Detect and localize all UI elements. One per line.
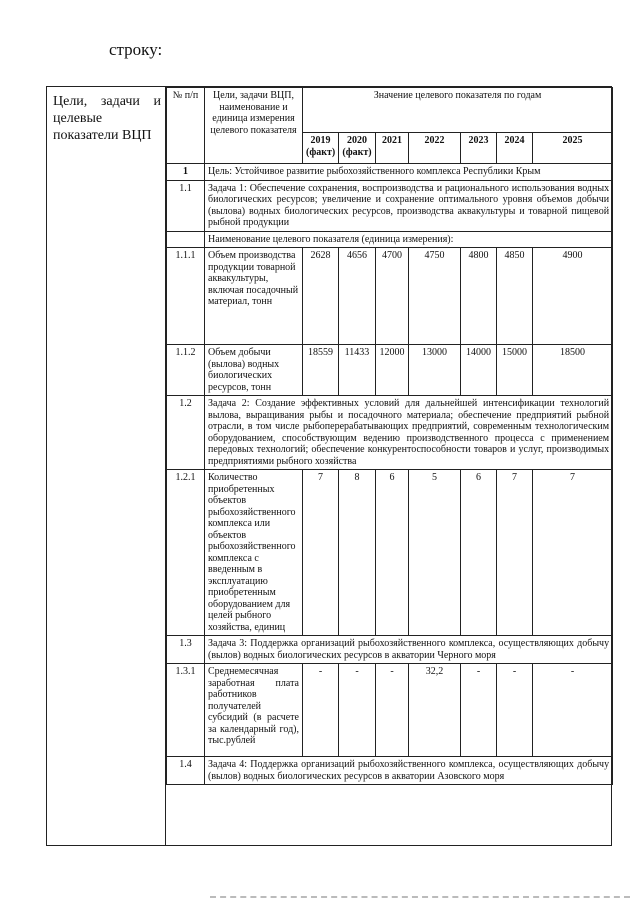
header-name: Цели, задачи ВЦП, наименование и единица измерения целевого показателя xyxy=(205,88,303,164)
header-num: № п/п xyxy=(167,88,205,164)
task1-num: 1.1 xyxy=(167,180,205,231)
ind111-name: Объем производства продукции товарной аквакультуры, включая посадочный материал, тонн xyxy=(205,248,303,345)
ind131-v2019: - xyxy=(303,664,339,757)
year-2022: 2022 xyxy=(409,133,461,164)
document-table xyxy=(46,86,612,846)
ind111-v2022: 4750 xyxy=(409,248,461,345)
intro-text: строку: xyxy=(109,40,163,59)
table-row xyxy=(167,664,613,757)
header-row xyxy=(167,88,613,133)
ind131-v2022: 32,2 xyxy=(409,664,461,757)
year-2024: 2024 xyxy=(497,133,533,164)
ind111-v2020: 4656 xyxy=(339,248,376,345)
task-row xyxy=(167,396,613,470)
ind131-num: 1.3.1 xyxy=(167,664,205,757)
ind112-num: 1.1.2 xyxy=(167,345,205,396)
ind121-v2021: 6 xyxy=(376,470,409,636)
task2-text: Задача 2: Создание эффективных условий для дальнейшей интенсификации технологий вылова, выращивания рыбы и посадочного материала; обеспечение предприятий рыбной отрасли, в том числе рыбоперерабатывающих предприятий, современным технологическим оборудованием, способствующим ведению производственного процесса с применением передовых технологий; обеспечение конкурентоспособности товаров и услуг, производимых предприятиями рыбного хозяйства xyxy=(205,396,613,470)
table-row xyxy=(167,345,613,396)
goal-text: Цель: Устойчивое развитие рыбохозяйственного комплекса Республики Крым xyxy=(205,164,613,181)
task3-num: 1.3 xyxy=(167,636,205,664)
task-row xyxy=(167,757,613,785)
ind111-v2019: 2628 xyxy=(303,248,339,345)
ind121-v2023: 6 xyxy=(461,470,497,636)
ind112-v2019: 18559 xyxy=(303,345,339,396)
ind121-v2022: 5 xyxy=(409,470,461,636)
task-row xyxy=(167,636,613,664)
year-2023: 2023 xyxy=(461,133,497,164)
goal-row xyxy=(167,164,613,181)
ind112-name: Объем добычи (вылова) водных биологических ресурсов, тонн xyxy=(205,345,303,396)
side-label: Цели, задачи и целевые показатели ВЦП xyxy=(53,94,161,143)
ind111-v2023: 4800 xyxy=(461,248,497,345)
task1-text: Задача 1: Обеспечение сохранения, воспроизводства и рационального использования водных биологических ресурсов; увеличение и сохранение оптимального уровня объемов добычи (вылова) водных биологических ресурсов, производства аквакультуры и товарной пищевой рыбной продукции xyxy=(205,180,613,231)
task3-text: Задача 3: Поддержка организаций рыбохозяйственного комплекса, осуществляющих добычу (вылов) водных биологических ресурсов в акватории Черного моря xyxy=(205,636,613,664)
ind112-v2025: 18500 xyxy=(533,345,613,396)
ind131-v2025: - xyxy=(533,664,613,757)
indicator-heading: Наименование целевого показателя (единица измерения): xyxy=(205,231,613,248)
task4-num: 1.4 xyxy=(167,757,205,785)
page-edge-artifact xyxy=(210,896,630,902)
ind111-v2024: 4850 xyxy=(497,248,533,345)
indicators-table xyxy=(166,87,613,785)
ind111-num: 1.1.1 xyxy=(167,248,205,345)
ind112-v2020: 11433 xyxy=(339,345,376,396)
ind121-v2020: 8 xyxy=(339,470,376,636)
ind121-v2019: 7 xyxy=(303,470,339,636)
ind131-v2020: - xyxy=(339,664,376,757)
indicator-heading-row xyxy=(167,231,613,248)
ind121-v2024: 7 xyxy=(497,470,533,636)
ind131-v2023: - xyxy=(461,664,497,757)
ind111-v2021: 4700 xyxy=(376,248,409,345)
task-row xyxy=(167,180,613,231)
ind131-v2021: - xyxy=(376,664,409,757)
table-row xyxy=(167,470,613,636)
ind112-v2023: 14000 xyxy=(461,345,497,396)
year-2020: 2020 (факт) xyxy=(339,133,376,164)
year-2025: 2025 xyxy=(533,133,613,164)
goal-num: 1 xyxy=(167,164,205,181)
task4-text: Задача 4: Поддержка организаций рыбохозяйственного комплекса, осуществляющих добычу (вылов) водных биологических ресурсов в акватории Азовского моря xyxy=(205,757,613,785)
ind121-num: 1.2.1 xyxy=(167,470,205,636)
task2-num: 1.2 xyxy=(167,396,205,470)
ind112-v2024: 15000 xyxy=(497,345,533,396)
header-group: Значение целевого показателя по годам xyxy=(303,88,613,133)
ind121-name: Количество приобретенных объектов рыбохозяйственного комплекса или объектов рыбохозяйственного комплекса с введенным в эксплуатацию приобретенным оборудованием для целей рыбного хозяйства, единиц xyxy=(205,470,303,636)
ind112-v2022: 13000 xyxy=(409,345,461,396)
year-2019: 2019 (факт) xyxy=(303,133,339,164)
ind131-v2024: - xyxy=(497,664,533,757)
ind111-v2025: 4900 xyxy=(533,248,613,345)
ind112-v2021: 12000 xyxy=(376,345,409,396)
year-2021: 2021 xyxy=(376,133,409,164)
table-row xyxy=(167,248,613,345)
ind121-v2025: 7 xyxy=(533,470,613,636)
ind131-name: Среднемесячная заработная плата работников получателей субсидий (в расчете за календарный год), тыс.рублей xyxy=(205,664,303,757)
